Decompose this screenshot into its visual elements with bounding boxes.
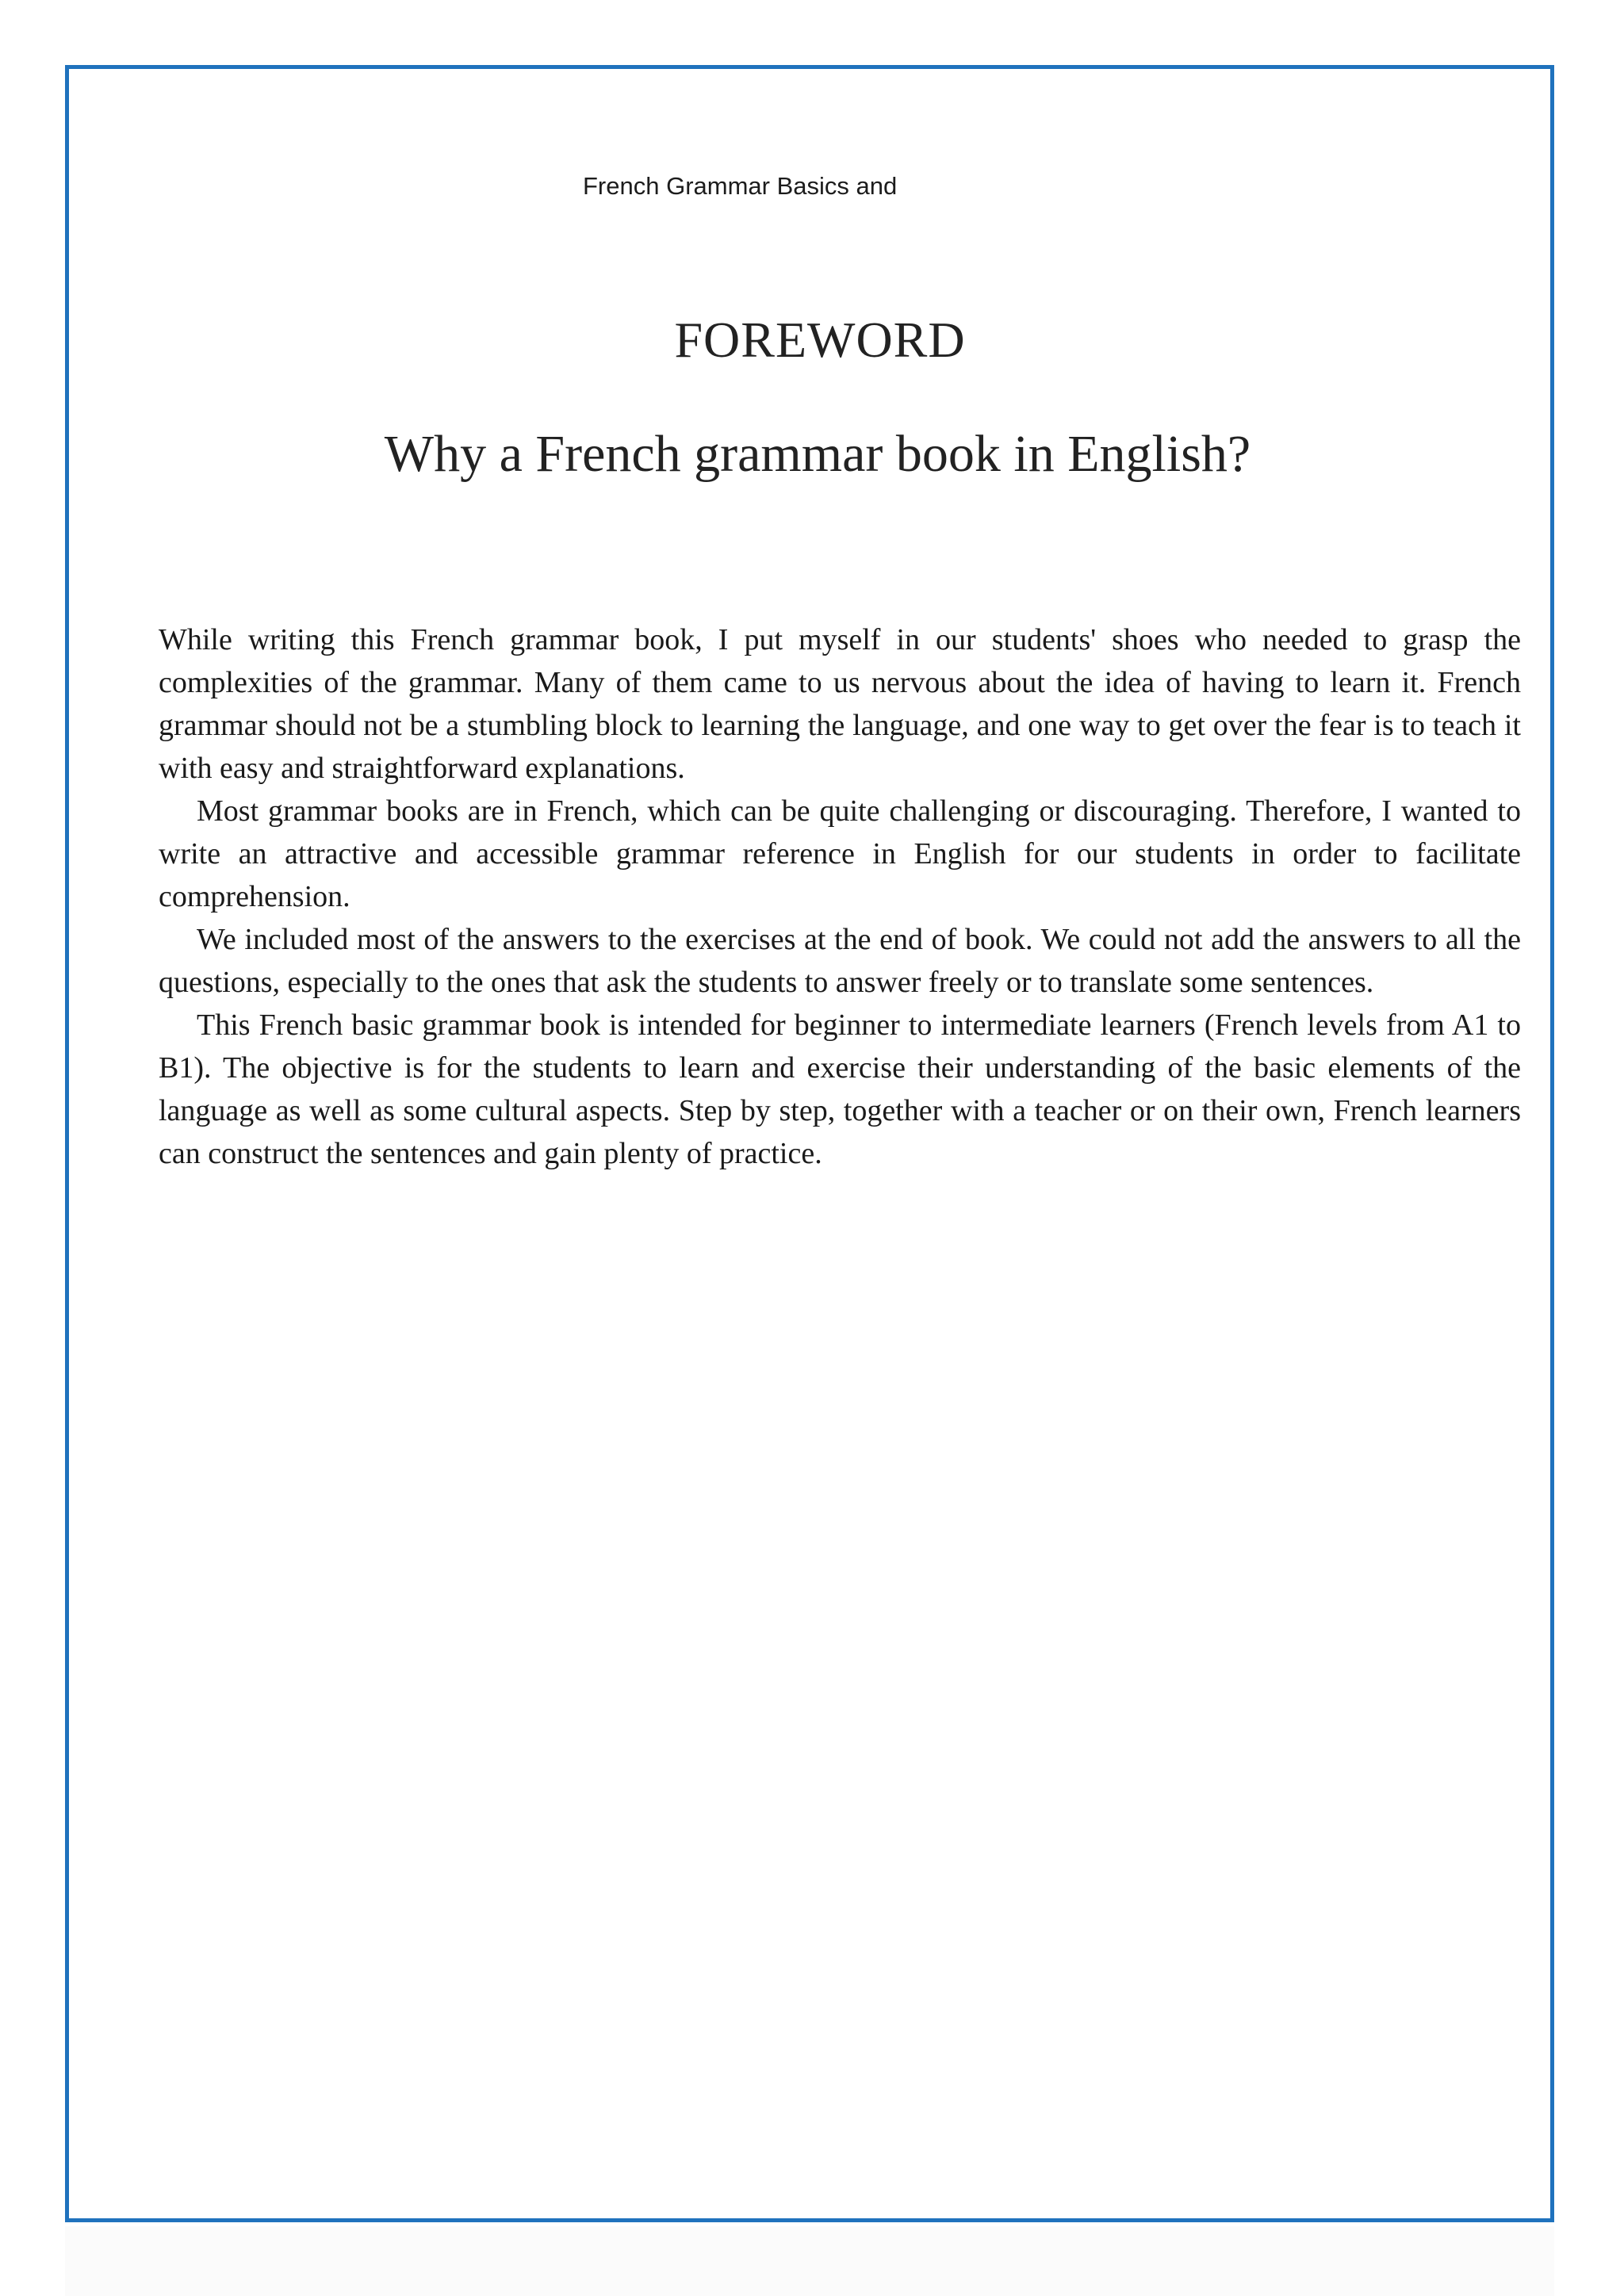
foreword-subtitle: Why a French grammar book in English? (384, 425, 1251, 483)
foreword-paragraph: We included most of the answers to the exercises at the end of book. We could not add the answers to all the questions, especially to the ones that ask the students to answer freely or to translate some sentences. (159, 923, 1521, 999)
foreword-paragraph: This French basic grammar book is intended for beginner to intermediate learners (French levels from A1 to B1). The objective is for the students to learn and exercise their understanding of the basic elements of the language as well as some cultural aspects. Step by step, together with a teacher or on their own, French learners can construct the sentences and gain plenty of practice. (159, 1008, 1521, 1170)
foreword-title: FOREWORD (674, 312, 966, 368)
foreword-paragraph: Most grammar books are in French, which can be quite challenging or discouraging. Therefore, I wanted to write an attractive and accessible grammar reference in English for our students in order to facilitate comprehension. (159, 794, 1521, 913)
page-bottom-margin (65, 2226, 1554, 2296)
foreword-paragraph: While writing this French grammar book, I put myself in our students' shoes who needed to grasp the complexities of the grammar. Many of them came to us nervous about the idea of having to learn it. French grammar should not be a stumbling block to learning the language, and one way to get over the fear is to teach it with easy and straightforward explanations. (159, 623, 1521, 785)
running-header: French Grammar Basics and (583, 172, 898, 200)
foreword-body (159, 618, 1521, 1175)
